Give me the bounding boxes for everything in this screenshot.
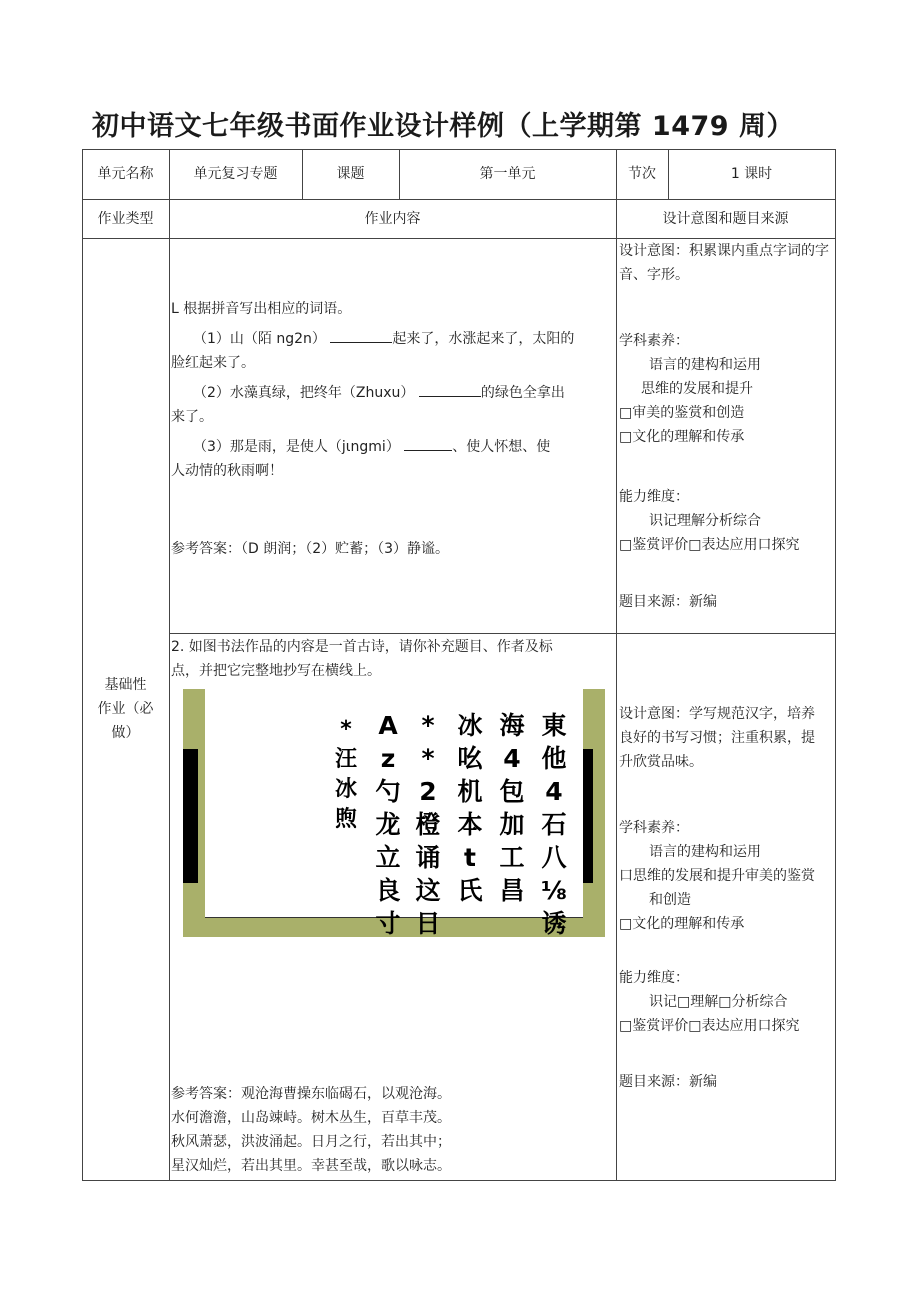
q1-lit4: □文化的理解和传承: [619, 429, 745, 445]
unit-name-value: 单元复习专题: [193, 166, 278, 182]
calligraphy-column-2: 海 4 包 加 工 昌: [499, 711, 525, 905]
homework-table: [82, 149, 836, 1181]
q1-ab2: □鉴赏评价□表达应用口探究: [619, 537, 800, 553]
q2-prompt-line1: 2. 如图书法作品的内容是一首古诗，请你补充题目、作者及标: [171, 639, 553, 655]
period-label: 节次: [628, 166, 656, 182]
intent-label: 设计意图和题目来源: [662, 210, 789, 227]
q2-ab2: □鉴赏评价□表达应用口探究: [619, 1018, 800, 1034]
q2-intent-line2: 良好的书写习惯；注重积累，提: [619, 730, 815, 746]
answer-blank: [330, 328, 392, 343]
unit-name-label: 单元名称: [97, 166, 154, 182]
q1-answer: 参考答案：（D 朗润；（2）贮蓄；（3）静谧。: [171, 541, 450, 557]
q1-ab1: 识记理解分析综合: [649, 513, 761, 529]
answer-blank: [419, 382, 481, 397]
q2-lit3: 和创造: [649, 892, 691, 908]
calligraphy-column-3: 冰 吆 机 本 t 氏: [457, 711, 483, 905]
q2-prompt-line2: 点，并把它完整地抄写在横线上。: [171, 663, 381, 679]
q2-ab1: 识记□理解□分析综合: [649, 994, 788, 1010]
q2-ability-label: 能力维度：: [619, 970, 689, 986]
q1-item3-a: （3）那是雨，是使人（jιngmi）: [193, 439, 400, 455]
q2-answer-line2: 水何澹澹，山岛竦峙。树木丛生，百草丰茂。: [171, 1110, 451, 1126]
q1-source: 题目来源：新编: [619, 594, 717, 610]
scroll-rod-left: [183, 749, 198, 883]
q1-intent-text: 设计意图：积累课内重点字词的字音、字形。: [619, 243, 829, 283]
q2-answer-line4: 星汉灿烂，若出其里。幸甚至哉，歌以咏志。: [171, 1158, 451, 1174]
content-label: 作业内容: [364, 210, 421, 227]
q1-ability-label: 能力维度：: [619, 489, 689, 505]
lesson-label: 课题: [336, 166, 365, 182]
lesson-value: 第一单元: [479, 166, 536, 182]
q1-item2-a: （2）水藻真绿，把终年（Zhuxu）: [193, 385, 415, 401]
q1-lit3: □审美的鉴赏和创造: [619, 405, 745, 421]
q2-answer-line1: 参考答案：观沧海曹操东临碣石，以观沧海。: [171, 1086, 451, 1102]
calligraphy-column-1: 東 他 4 石 八 ⅛ 诱: [541, 711, 567, 938]
q1-lit2: 思维的发展和提升: [641, 381, 753, 397]
category-line3: 做）: [111, 725, 140, 741]
answer-blank: [404, 436, 452, 451]
calligraphy-image: [183, 689, 605, 937]
q1-item1-c: 脸红起来了。: [171, 355, 255, 371]
calligraphy-column-6: * 汪 冰 煦: [334, 717, 357, 832]
page-title: 初中语文七年级书面作业设计样例（上学期第 1479 周）: [92, 111, 794, 142]
q1-content: [171, 297, 611, 561]
category-line2: 作业（必: [97, 701, 154, 717]
q1-item3-b: 、使人怀想、使: [452, 439, 551, 455]
q2-literacy-label: 学科素养：: [619, 820, 689, 836]
q2-intent-line3: 升欣赏品味。: [619, 754, 703, 770]
q2-lit1: 语言的建构和运用: [649, 844, 761, 860]
category-cell: [82, 238, 169, 1180]
q1-intent: [619, 239, 833, 614]
q1-lit1: 语言的建构和运用: [649, 357, 761, 373]
q2-answer-line3: 秋风萧瑟，洪波涌起。日月之行，若出其中；: [171, 1134, 451, 1150]
type-label: 作业类型: [97, 210, 154, 227]
q1-item1-b: 起来了，水涨起来了，太阳的: [392, 331, 575, 347]
q1-literacy-label: 学科素养：: [619, 333, 689, 349]
q2-lit4: □文化的理解和传承: [619, 916, 745, 932]
scroll-rod-right: [583, 749, 593, 883]
category-line1: 基础性: [104, 677, 147, 693]
calligraphy-column-5: A z 勺 龙 立 良 寸: [375, 711, 401, 938]
q2-lit2: 口思维的发展和提升审美的鉴赏: [619, 868, 815, 884]
q1-item2-c: 来了。: [171, 409, 213, 425]
q2-prompt: [171, 635, 611, 683]
q2-source: 题目来源：新编: [619, 1074, 717, 1090]
q1-item2-b: 的绿色全拿出: [480, 385, 565, 401]
q2-intent: [619, 702, 833, 1094]
q1-prompt: L 根据拼音写出相应的词语。: [171, 301, 352, 317]
q2-intent-line1: 设计意图：学写规范汉字，培养: [619, 706, 815, 722]
period-value: 1 课时: [730, 166, 773, 182]
q1-item1-a: （1）山（陌 ng2n）: [193, 331, 326, 347]
q1-item3-c: 人动情的秋雨啊！: [171, 463, 283, 479]
q2-answer: [171, 1082, 611, 1178]
calligraphy-column-4: * * 2 橙 诵 这 日: [415, 711, 441, 938]
